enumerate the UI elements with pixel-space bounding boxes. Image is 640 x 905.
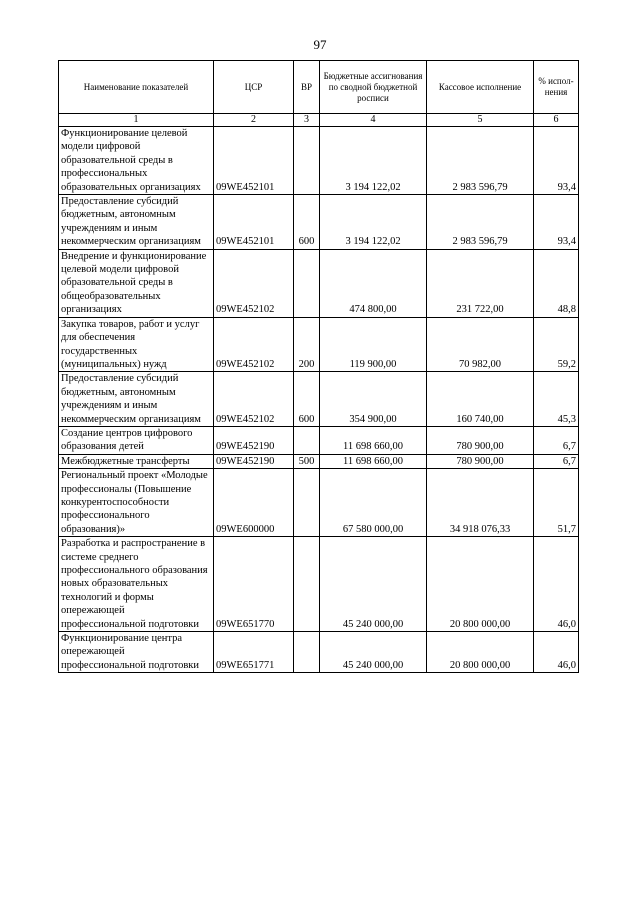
- column-number: 4: [320, 114, 427, 127]
- row-csr: 09WE452190: [214, 454, 294, 468]
- row-csr: 09WE452101: [214, 195, 294, 250]
- row-cash: 2 983 596,79: [427, 195, 534, 250]
- row-cash: 160 740,00: [427, 372, 534, 427]
- row-budget: 11 698 660,00: [320, 426, 427, 454]
- row-pct: 51,7: [534, 469, 579, 537]
- row-vr: [294, 127, 320, 195]
- table-row: [59, 317, 579, 372]
- row-csr: 09WE452102: [214, 317, 294, 372]
- row-name: Функционирование целевой модели цифровой образовательной среды в профессиональных образовательных организациях: [59, 127, 214, 195]
- row-pct: 6,7: [534, 426, 579, 454]
- row-budget: 3 194 122,02: [320, 127, 427, 195]
- column-number: 5: [427, 114, 534, 127]
- row-name: Разработка и распространение в системе среднего профессионального образования новых образовательных технологий и формы опережающей профессиональной подготовки: [59, 537, 214, 632]
- row-vr: [294, 249, 320, 317]
- header-budget: Бюджетные ассигнования по сводной бюджетной росписи: [320, 61, 427, 114]
- column-number: 3: [294, 114, 320, 127]
- row-pct: 59,2: [534, 317, 579, 372]
- table-row: [59, 372, 579, 427]
- row-cash: 780 900,00: [427, 454, 534, 468]
- column-number: 2: [214, 114, 294, 127]
- table-row: [59, 454, 579, 468]
- row-cash: 20 800 000,00: [427, 632, 534, 673]
- header-name: Наименование показателей: [59, 61, 214, 114]
- row-name: Предоставление субсидий бюджетным, автономным учреждениям и иным некоммерческим организациям: [59, 372, 214, 427]
- row-budget: 3 194 122,02: [320, 195, 427, 250]
- row-vr: [294, 632, 320, 673]
- column-numbers-row: [59, 114, 579, 127]
- row-budget: 11 698 660,00: [320, 454, 427, 468]
- row-csr: 09WE651771: [214, 632, 294, 673]
- table-row: [59, 632, 579, 673]
- row-pct: 6,7: [534, 454, 579, 468]
- row-cash: 2 983 596,79: [427, 127, 534, 195]
- header-csr: ЦСР: [214, 61, 294, 114]
- table-header-row: [59, 61, 579, 114]
- column-number: 6: [534, 114, 579, 127]
- row-pct: 93,4: [534, 127, 579, 195]
- row-budget: 45 240 000,00: [320, 537, 427, 632]
- row-vr: 600: [294, 372, 320, 427]
- row-vr: 500: [294, 454, 320, 468]
- table-row: [59, 249, 579, 317]
- row-name: Создание центров цифрового образования детей: [59, 426, 214, 454]
- row-name: Региональный проект «Молодые профессионалы (Повышение конкурентоспособности профессионального образования)»: [59, 469, 214, 537]
- row-pct: 46,0: [534, 537, 579, 632]
- row-name: Внедрение и функционирование целевой модели цифровой образовательной среды в общеобразовательных организациях: [59, 249, 214, 317]
- header-pct: % испол-нения: [534, 61, 579, 114]
- table-row: [59, 127, 579, 195]
- row-budget: 474 800,00: [320, 249, 427, 317]
- row-csr: 09WE452101: [214, 127, 294, 195]
- header-vr: ВР: [294, 61, 320, 114]
- table-row: [59, 469, 579, 537]
- row-name: Межбюджетные трансферты: [59, 454, 214, 468]
- row-name: Функционирование центра опережающей профессиональной подготовки: [59, 632, 214, 673]
- row-csr: 09WE600000: [214, 469, 294, 537]
- row-vr: 600: [294, 195, 320, 250]
- row-vr: 200: [294, 317, 320, 372]
- row-cash: 20 800 000,00: [427, 537, 534, 632]
- row-budget: 354 900,00: [320, 372, 427, 427]
- row-cash: 34 918 076,33: [427, 469, 534, 537]
- row-vr: [294, 469, 320, 537]
- row-pct: 48,8: [534, 249, 579, 317]
- row-name: Закупка товаров, работ и услуг для обеспечения государственных (муниципальных) нужд: [59, 317, 214, 372]
- row-csr: 09WE452190: [214, 426, 294, 454]
- page-number: 97: [313, 37, 327, 52]
- row-pct: 45,3: [534, 372, 579, 427]
- row-budget: 67 580 000,00: [320, 469, 427, 537]
- table-row: [59, 537, 579, 632]
- row-budget: 119 900,00: [320, 317, 427, 372]
- row-cash: 70 982,00: [427, 317, 534, 372]
- row-pct: 93,4: [534, 195, 579, 250]
- column-number: 1: [59, 114, 214, 127]
- table-row: [59, 195, 579, 250]
- header-cash: Кассовое исполнение: [427, 61, 534, 114]
- row-csr: 09WE651770: [214, 537, 294, 632]
- row-csr: 09WE452102: [214, 372, 294, 427]
- row-csr: 09WE452102: [214, 249, 294, 317]
- budget-execution-table: [58, 60, 579, 673]
- table-row: [59, 426, 579, 454]
- row-pct: 46,0: [534, 632, 579, 673]
- row-budget: 45 240 000,00: [320, 632, 427, 673]
- row-cash: 231 722,00: [427, 249, 534, 317]
- row-cash: 780 900,00: [427, 426, 534, 454]
- row-vr: [294, 537, 320, 632]
- row-vr: [294, 426, 320, 454]
- row-name: Предоставление субсидий бюджетным, автономным учреждениям и иным некоммерческим организациям: [59, 195, 214, 250]
